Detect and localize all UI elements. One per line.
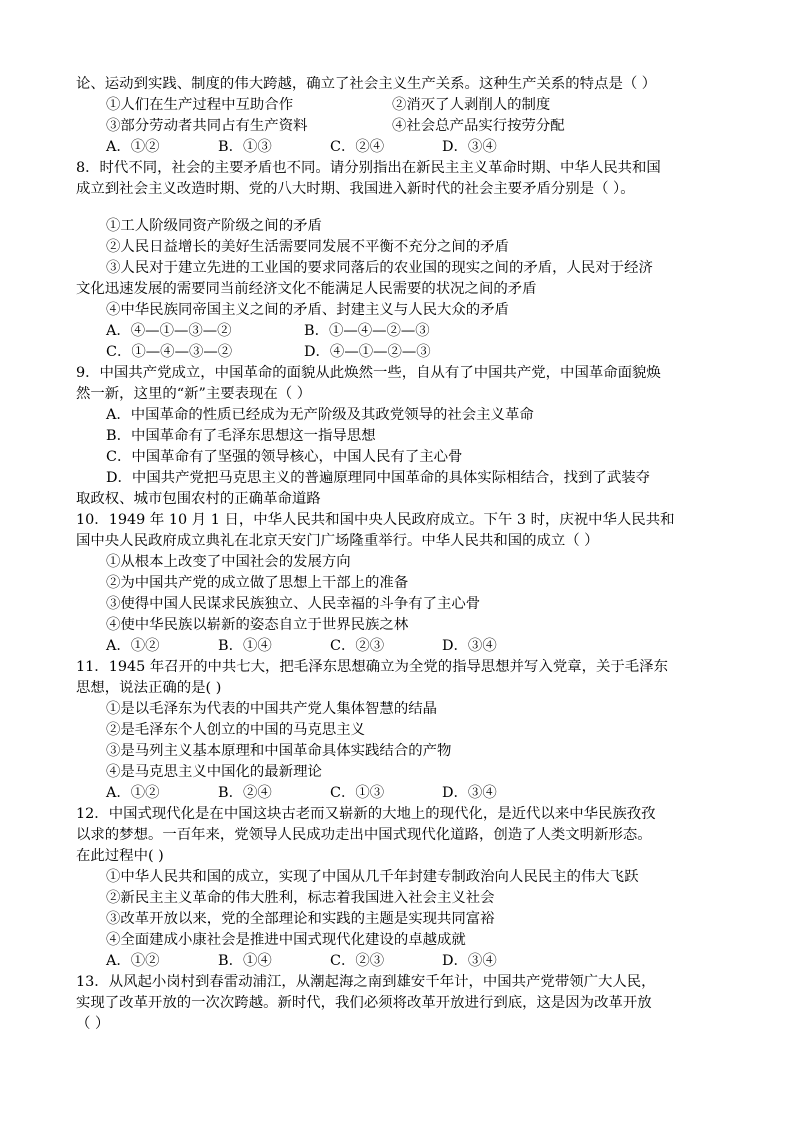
spacer: [76, 200, 726, 216]
q12-item-3: ③改革开放以来，党的全部理论和实践的主题是实现共同富裕: [106, 911, 495, 927]
q10-stem-line-1: 10．1949 年 10 月 1 日，中华人民共和国中央人民政府成立。下午 3 时，庆祝中华人民共和: [76, 512, 675, 528]
q12-stem-line-3: 在此过程中( ): [76, 848, 164, 864]
q9-stem-line-1: 9．中国共产党成立，中国革命的面貌从此焕然一些，自从有了中国共产党，中国革命面貌焕: [76, 365, 661, 381]
q7-option-d[interactable]: D．③④: [442, 139, 497, 155]
q10-item-4: ④使中华民族以崭新的姿态自立于世界民族之林: [106, 617, 409, 633]
q7-option-b[interactable]: B．①③: [218, 139, 272, 155]
q11-stem-line-2: 思想，说法正确的是( ): [76, 680, 222, 696]
q7-option-a[interactable]: A．①②: [106, 139, 160, 155]
q8-option-b[interactable]: B．①—④—②—③: [304, 323, 430, 339]
q11-item-1: ①是以毛泽东为代表的中国共产党人集体智慧的结晶: [106, 701, 437, 717]
q8-item-3: ③人民对于建立先进的工业国的要求同落后的农业国的现实之间的矛盾，人民对于经济: [106, 260, 653, 276]
q10-item-3: ③使得中国人民谋求民族独立、人民幸福的斗争有了主心骨: [106, 596, 481, 612]
q12-item-2: ②新民主主义革命的伟大胜利，标志着我国进入社会主义社会: [106, 890, 495, 906]
q7-items-row-2: [76, 116, 726, 137]
q7-item-2: ②消灭了人剥削人的制度: [392, 97, 551, 113]
q11-option-d[interactable]: D．③④: [442, 785, 497, 801]
q12-item-4: ④全面建成小康社会是推进中国式现代化建设的卓越成就: [106, 932, 466, 948]
q8-stem-line-1: 8．时代不同，社会的主要矛盾也不同。请分别指出在新民主主义革命时期、中华人民共和国: [76, 160, 661, 176]
q12-option-c[interactable]: C．②③: [330, 953, 385, 969]
q12-item-1: ①中华人民共和国的成立，实现了中国从几千年封建专制政治向人民民主的伟大飞跃: [106, 869, 639, 885]
q7-item-1: ①人们在生产过程中互助合作: [106, 97, 294, 113]
q13-stem-line-2: 实现了改革开放的一次次跨越。新时代，我们必须将改革开放进行到底，这是因为改革开放: [76, 995, 652, 1011]
q13-stem-line-3: （ ）: [76, 1016, 110, 1032]
q8-option-c[interactable]: C．①—④—③—②: [106, 344, 233, 360]
q10-option-d[interactable]: D．③④: [442, 638, 497, 654]
q10-option-b[interactable]: B．①④: [218, 638, 272, 654]
q10-option-c[interactable]: C．②③: [330, 638, 385, 654]
exam-page: [76, 74, 726, 1035]
q11-options: [76, 783, 726, 804]
q10-item-2: ②为中国共产党的成立做了思想上干部上的准备: [106, 575, 409, 591]
q7-options: [76, 137, 726, 158]
q9-option-b[interactable]: B．中国革命有了毛泽东思想这一指导思想: [106, 428, 376, 444]
q9-stem-line-2: 然一新，这里的“新”主要表现在（ ）: [76, 386, 312, 402]
q8-item-2: ②人民日益增长的美好生活需要同发展不平衡不充分之间的矛盾: [106, 239, 509, 255]
q9-option-d-cont: 取政权、城市包围农村的正确革命道路: [76, 491, 321, 507]
q7-items-row-1: [76, 95, 726, 116]
q12-options: [76, 951, 726, 972]
q8-option-d[interactable]: D．④—①—②—③: [304, 344, 431, 360]
q7-stem-tail: 论、运动到实践、制度的伟大跨越，确立了社会主义生产关系。这种生产关系的特点是（ ）: [76, 76, 657, 92]
q9-option-d[interactable]: D．中国共产党把马克思主义的普遍原理同中国革命的具体实际相结合，找到了武装夺: [106, 470, 650, 486]
q8-item-1: ①工人阶级同资产阶级之间的矛盾: [106, 218, 322, 234]
q11-option-c[interactable]: C．①③: [330, 785, 385, 801]
q12-option-a[interactable]: A．①②: [106, 953, 160, 969]
q11-item-2: ②是毛泽东个人创立的中国的马克思主义: [106, 722, 366, 738]
q8-item-3-cont: 文化迅速发展的需要同当前经济文化不能满足人民需要的状况之间的矛盾: [76, 281, 537, 297]
q8-stem-line-2: 成立到社会主义改造时期、党的八大时期、我国进入新时代的社会主要矛盾分别是（ ）。: [76, 181, 635, 197]
q13-stem-line-1: 13．从风起小岗村到春雷动浦江，从潮起海之南到雄安千年计，中国共产党带领广大人民，: [76, 974, 656, 990]
q12-stem-line-1: 12．中国式现代化是在中国这块古老而又崭新的大地上的现代化，是近代以来中华民族孜孜: [76, 806, 656, 822]
q7-item-4: ④社会总产品实行按劳分配: [392, 118, 565, 134]
q9-option-a[interactable]: A．中国革命的性质已经成为无产阶级及其政党领导的社会主义革命: [106, 407, 534, 423]
q8-options-row-2: [76, 342, 726, 363]
q7-option-c[interactable]: C．②④: [330, 139, 385, 155]
q7-item-3: ③部分劳动者共同占有生产资料: [106, 118, 308, 134]
q10-options: [76, 636, 726, 657]
q8-option-a[interactable]: A．④—①—③—②: [106, 323, 232, 339]
q10-item-1: ①从根本上改变了中国社会的发展方向: [106, 554, 351, 570]
q11-stem-line-1: 11．1945 年召开的中共七大，把毛泽东思想确立为全党的指导思想并写入党章，关于毛泽东: [76, 659, 668, 675]
q12-option-d[interactable]: D．③④: [442, 953, 497, 969]
q12-option-b[interactable]: B．①④: [218, 953, 272, 969]
q10-option-a[interactable]: A．①②: [106, 638, 160, 654]
q12-stem-line-2: 以求的梦想。一百年来，党领导人民成功走出中国式现代化道路，创造了人类文明新形态。: [76, 827, 652, 843]
q8-item-4: ④中华民族同帝国主义之间的矛盾、封建主义与人民大众的矛盾: [106, 302, 509, 318]
q10-stem-line-2: 国中央人民政府成立典礼在北京天安门广场隆重举行。中华人民共和国的成立（ ）: [76, 533, 599, 549]
q11-item-4: ④是马克思主义中国化的最新理论: [106, 764, 322, 780]
q9-option-c[interactable]: C．中国革命有了坚强的领导核心，中国人民有了主心骨: [106, 449, 463, 465]
q11-option-a[interactable]: A．①②: [106, 785, 160, 801]
q11-item-3: ③是马列主义基本原理和中国革命具体实践结合的产物: [106, 743, 452, 759]
q8-options-row-1: [76, 321, 726, 342]
q11-option-b[interactable]: B．②④: [218, 785, 272, 801]
